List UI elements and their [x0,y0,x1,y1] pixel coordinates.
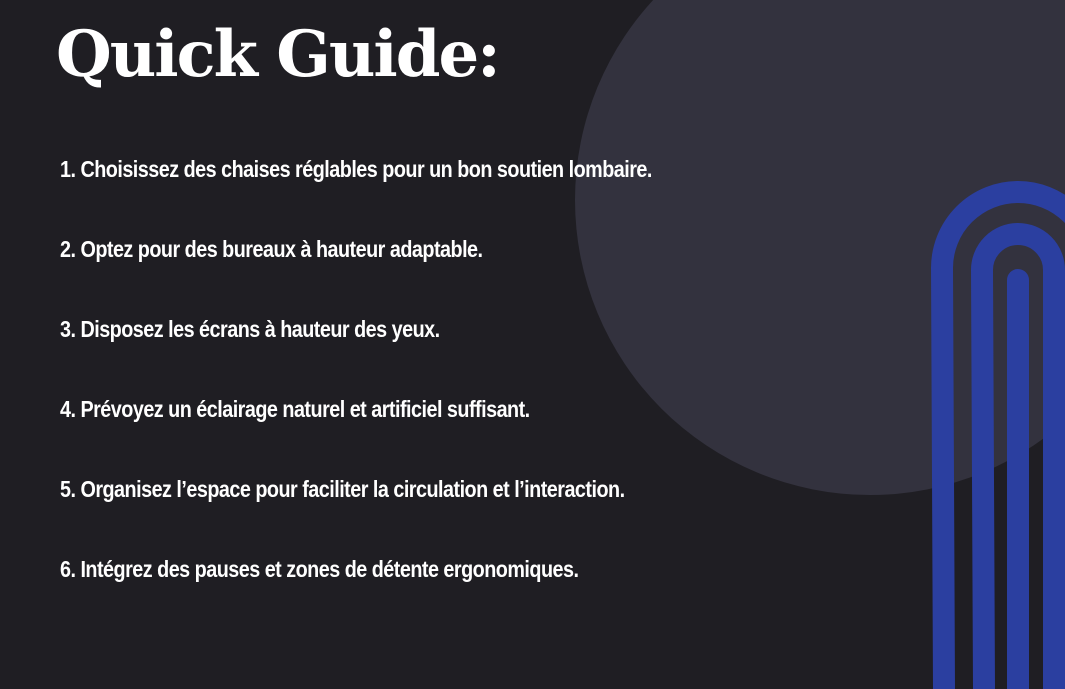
guide-item-6: 6. Intégrez des pauses et zones de détente ergonomiques. [60,556,579,582]
guide-item-1: 1. Choisissez des chaises réglables pour un bon soutien lombaire. [60,156,652,182]
guide-item-3: 3. Disposez les écrans à hauteur des yeux. [60,316,440,342]
guide-list [60,151,748,631]
page-title: Quick Guide: [56,17,499,92]
guide-item-4: 4. Prévoyez un éclairage naturel et artificiel suffisant. [60,396,530,422]
guide-item-2: 2. Optez pour des bureaux à hauteur adaptable. [60,236,483,262]
guide-item-5: 5. Organisez l’espace pour faciliter la circulation et l’interaction. [60,476,625,502]
